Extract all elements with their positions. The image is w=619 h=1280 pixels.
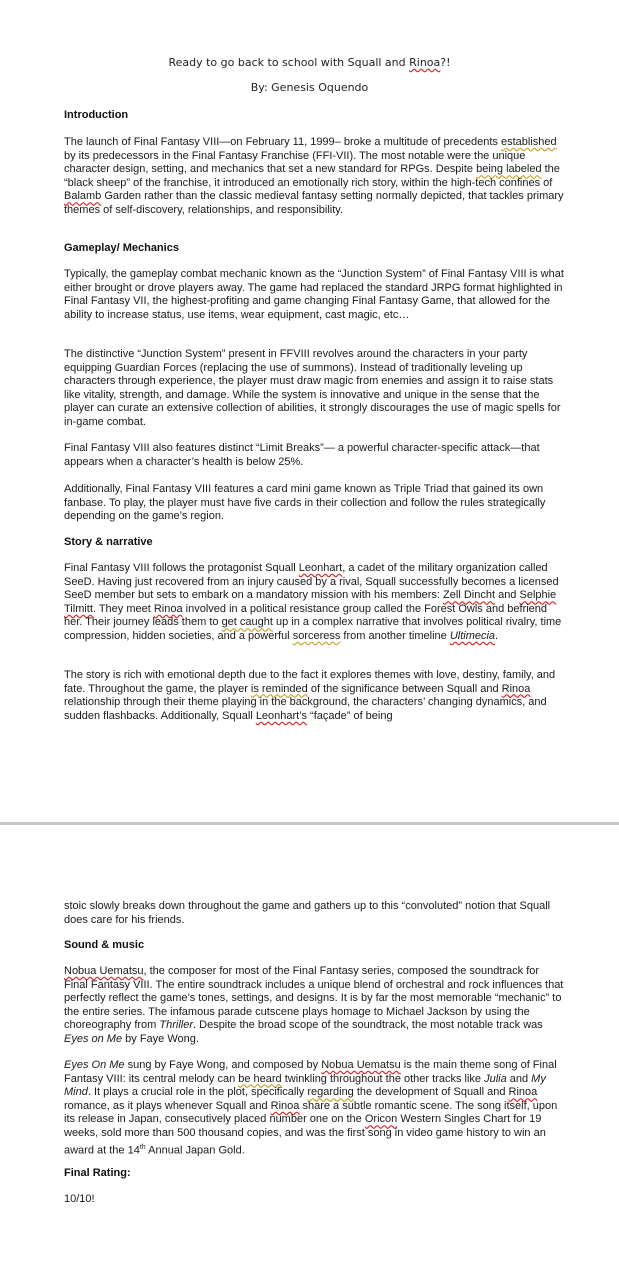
heading-final-rating: Final Rating: <box>64 1167 131 1179</box>
misspelled-word[interactable]: Nobua Uematsu <box>64 965 144 977</box>
misspelled-word[interactable]: Ultimecia <box>449 629 496 642</box>
misspelled-word[interactable]: Leonhart’s <box>255 709 307 722</box>
misspelled-word[interactable]: Zell Dincht <box>443 589 496 602</box>
final-rating-value: 10/10! <box>64 1193 95 1205</box>
heading-story: Story & narrative <box>64 536 153 548</box>
heading-gameplay: Gameplay/ Mechanics <box>64 242 179 254</box>
misspelled-word[interactable]: Leonhart <box>298 562 343 574</box>
paragraph-sound-2: Eyes On Me sung by Faye Wong, and composed by Nobua Uematsu is the main theme song of Final Fantasy VIII: its central melody can be heard twinkling throughout the other tracks like Julia and My Mind. It plays a crucial role in the plot, specifically regarding the development of Squall and Rinoa romance, as it plays whenever Squall and Rinoa share a subtle romantic scene. The song itself, upon its release in Japan, consecutively placed number one on the Oricon Western Singles Chart for 19 weeks, sold more than 500 thousand copies, and was the first song in video game history to win an award at the 14th Annual Japan Gold. <box>64 1059 558 1157</box>
paragraph-story-2-continued: stoic slowly breaks down throughout the game and gathers up to this “convoluted” notion that Squall does care for his friends. <box>64 900 551 926</box>
misspelled-word[interactable]: Selphie Tilmitt <box>64 589 557 615</box>
paragraph-gameplay-1: Typically, the gameplay combat mechanic known as the “Junction System” of Final Fantasy VIII is what either brought or drove players away. The game had replaced the standard JRPG format highlighted in Final Fantasy VII, the highest-profiting and game changing Final Fantasy Game, that allowed for the ability to increase status, use items, wear equipment, cast magic, etc… <box>64 268 564 321</box>
paragraph-sound-1: Nobua Uematsu, the composer for most of the Final Fantasy series, composed the soundtrack for Final Fantasy VIII. The entire soundtrack includes a unique blend of orchestral and rock influences that perfectly reflect the game’s tones, settings, and designs. It is by far the most memorable “mechanic” to the entire series. The infamous parade cutscene plays homage to Michael Jackson by using the choreography from Thriller. Despite the broad scope of the soundtrack, the most notable track was Eyes on Me by Faye Wong. <box>64 965 564 1045</box>
paragraph-gameplay-3: Final Fantasy VIII also features distinct “Limit Breaks”— a powerful character-specific attack—that appears when a character’s health is below 25%. <box>64 442 540 468</box>
grammar-flag[interactable]: is reminded <box>250 682 308 695</box>
misspelled-word[interactable]: Balamb <box>64 190 102 203</box>
paragraph-gameplay-2: The distinctive “Junction System” present in FFVIII revolves around the characters in your party equipping Guardian Forces (replacing the use of summons). Instead of traditionally leveling up characters through experience, the player must draw magic from enemies and assign it to raise stats like vitality, strength, and damage. While the system is innovative and unique in the sense that the player can curate an extensive collection of abilities, it strongly discourages the use of magic spells for in-game combat. <box>64 348 561 428</box>
paragraph-story-1: Final Fantasy VIII follows the protagonist Squall Leonhart, a cadet of the military organization called SeeD. Having just recovered from an injury caused by a rival, Squall successfully becomes a licensed SeeD member but sets to embark on a mandatory mission with his members: Zell Dincht and Selphie Tilmitt. They meet Rinoa involved in a political resistance group called the Forest Owls and befriend her. Their journey leads them to get caught up in a complex narrative that involves political rivalry, time compression, hidden societies, and a powerful sorceress from another timeline Ultimecia. <box>64 562 562 642</box>
grammar-flag[interactable]: established <box>501 136 557 148</box>
misspelled-word[interactable]: Rinoa <box>409 56 441 69</box>
paragraph-gameplay-4: Additionally, Final Fantasy VIII features a card mini game known as Triple Triad that gained its own fanbase. To play, the player must have five cards in their collection and follow the rules strategically depending on the game’s region. <box>64 483 546 523</box>
paragraph-story-2: The story is rich with emotional depth due to the fact it explores themes with love, destiny, family, and fate. Throughout the game, the player is reminded of the significance between Squall and Rinoa relationship through their theme playing in the background, the characters’ changing dynamics, and sudden flashbacks. Additionally, Squall Leonhart’s “façade” of being <box>64 669 556 722</box>
misspelled-word[interactable]: Rinoa <box>501 682 531 695</box>
misspelled-word[interactable]: Oricon <box>364 1113 398 1126</box>
grammar-flag[interactable]: being labeled <box>476 163 542 176</box>
misspelled-word[interactable]: Rinoa <box>153 602 183 615</box>
document-page-2 <box>0 826 619 1280</box>
misspelled-word[interactable]: Nobua Uematsu <box>321 1059 401 1071</box>
grammar-flag[interactable]: sorceress <box>292 629 341 642</box>
paragraph-introduction: The launch of Final Fantasy VIII—on February 11, 1999– broke a multitude of precedents established by its predecessors in the Final Fantasy Franchise (FFI-VII). The most notable were the unique character design, setting, and mechanics that set a new standard for RPGs. Despite being labeled the “black sheep” of the franchise, it introduced an emotionally rich story, within the high-tech confines of Balamb Garden rather than the classic medieval fantasy setting normally depicted, that tackles primary themes of self-discovery, relationships, and responsibility. <box>64 136 564 216</box>
grammar-flag[interactable]: get caught <box>221 616 273 629</box>
document-byline: By: Genesis Oquendo <box>250 81 369 94</box>
misspelled-word[interactable]: Rinoa <box>270 1099 300 1112</box>
document-title: Ready to go back to school with Squall and Rinoa?! <box>168 56 451 69</box>
heading-sound: Sound & music <box>64 939 145 951</box>
heading-introduction: Introduction <box>64 109 129 121</box>
page-break <box>0 822 619 825</box>
misspelled-word[interactable]: Rinoa <box>508 1086 538 1099</box>
grammar-flag[interactable]: be heard <box>238 1072 282 1085</box>
grammar-flag[interactable]: regarding <box>307 1086 354 1099</box>
